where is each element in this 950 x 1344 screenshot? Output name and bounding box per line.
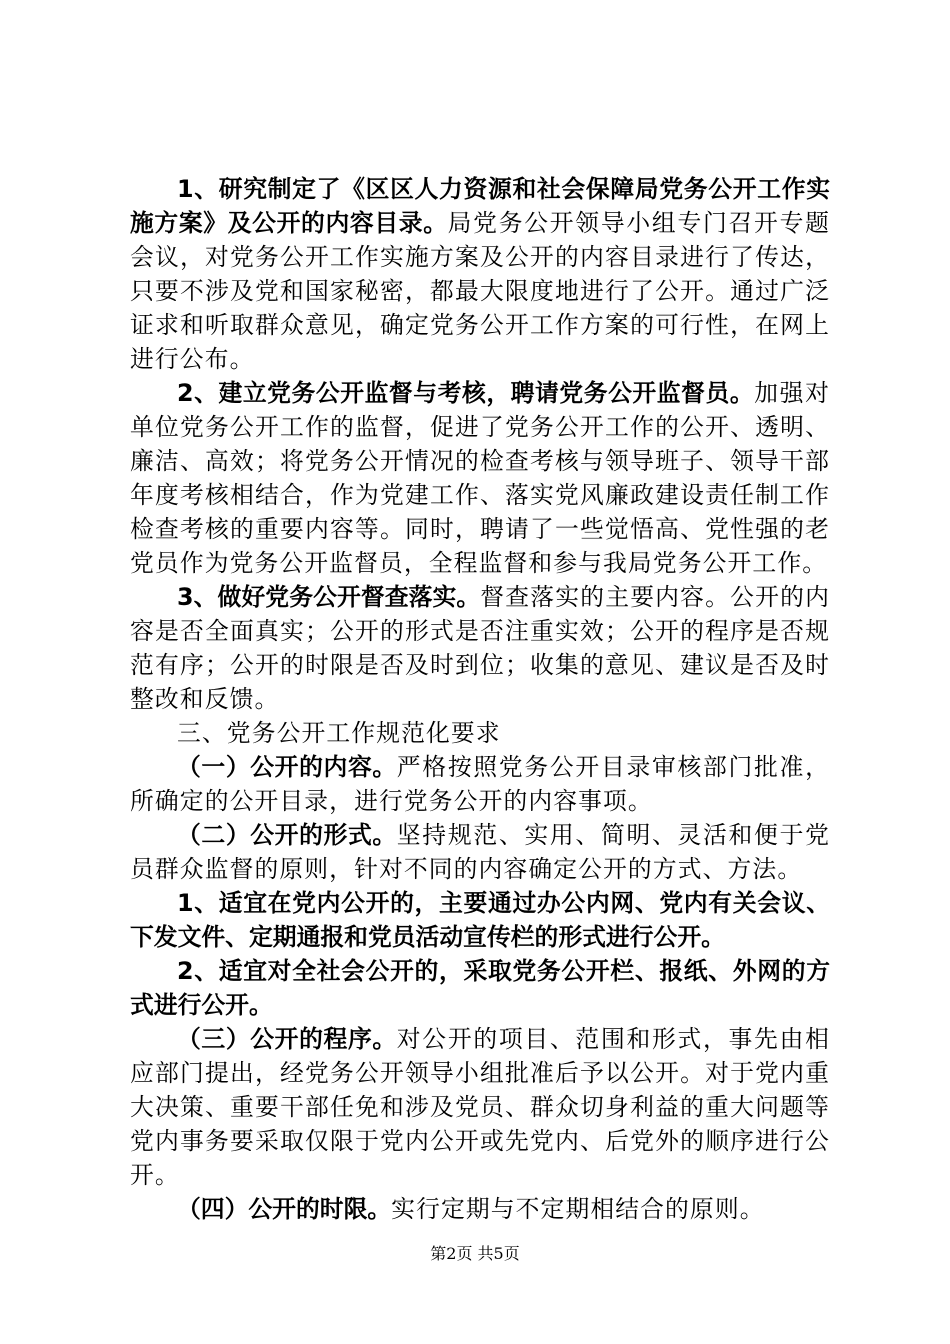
paragraph-2-text: 加强对单位党务公开工作的监督，促进了党务公开工作的公开、透明、廉洁、高效；将党务公开情况的检查考核与领导班子、领导干部年度考核相结合，作为党建工作、落实党风廉政建设责任制工作检查考核的重要内容等。同时，聘请了一些觉悟高、党性强的老党员作为党务公开监督员，全程监督和参与我局党务公开工作。 <box>130 379 830 577</box>
paragraph-2-lead: 2、建立党务公开监督与考核，聘请党务公开监督员。 <box>177 379 755 407</box>
section-heading-3-text: 三、党务公开工作规范化要求 <box>177 719 501 747</box>
paragraph-content-lead: （一）公开的内容。 <box>177 753 397 781</box>
paragraph-1-lead: 1、研究制定了《区区人力资源和社会保障局党务公开工作实施方案》及公开的内容目录。 <box>130 175 830 237</box>
paragraph-timing <box>130 1192 830 1226</box>
paragraph-2 <box>130 376 830 580</box>
document-body <box>130 172 830 1226</box>
paragraph-internal <box>130 886 830 954</box>
paragraph-procedure-lead: （三）公开的程序。 <box>177 1025 397 1053</box>
paragraph-form-text: 坚持规范、实用、简明、灵活和便于党员群众监督的原则，针对不同的内容确定公开的方式、方法。 <box>130 821 830 883</box>
paragraph-public <box>130 954 830 1022</box>
paragraph-3-lead: 3、做好党务公开督查落实。 <box>177 583 481 611</box>
page-number-label: 第2页 共5页 <box>430 1244 520 1263</box>
paragraph-form-lead: （二）公开的形式。 <box>177 821 397 849</box>
paragraph-timing-lead: （四）公开的时限。 <box>177 1195 392 1223</box>
paragraph-content-text: 严格按照党务公开目录审核部门批准，所确定的公开目录，进行党务公开的内容事项。 <box>130 753 830 815</box>
paragraph-form <box>130 818 830 886</box>
paragraph-timing-text: 实行定期与不定期相结合的原则。 <box>391 1195 765 1223</box>
paragraph-1 <box>130 172 830 376</box>
paragraph-procedure <box>130 1022 830 1192</box>
paragraph-procedure-text: 对公开的项目、范围和形式，事先由相应部门提出，经党务公开领导小组批准后予以公开。对于党内重大决策、重要干部任免和涉及党员、群众切身利益的重大问题等党内事务要采取仅限于党内公开或先党内、后党外的顺序进行公开。 <box>130 1025 830 1189</box>
paragraph-1-text: 局党务公开领导小组专门召开专题会议，对党务公开工作实施方案及公开的内容目录进行了传达，只要不涉及党和国家秘密，都最大限度地进行了公开。通过广泛证求和听取群众意见，确定党务公开工作方案的可行性，在网上进行公布。 <box>130 209 831 373</box>
section-heading-3 <box>130 716 830 750</box>
paragraph-public-lead: 2、适宜对全社会公开的，采取党务公开栏、报纸、外网的方式进行公开。 <box>130 957 830 1019</box>
page-footer <box>0 1244 950 1264</box>
paragraph-3-text: 督查落实的主要内容。公开的内容是否全面真实；公开的形式是否注重实效；公开的程序是否规范有序；公开的时限是否及时到位；收集的意见、建议是否及时整改和反馈。 <box>130 583 830 713</box>
paragraph-internal-lead: 1、适宜在党内公开的，主要通过办公内网、党内有关会议、下发文件、定期通报和党员活动宣传栏的形式进行公开。 <box>130 889 830 951</box>
paragraph-3 <box>130 580 830 716</box>
paragraph-content <box>130 750 830 818</box>
